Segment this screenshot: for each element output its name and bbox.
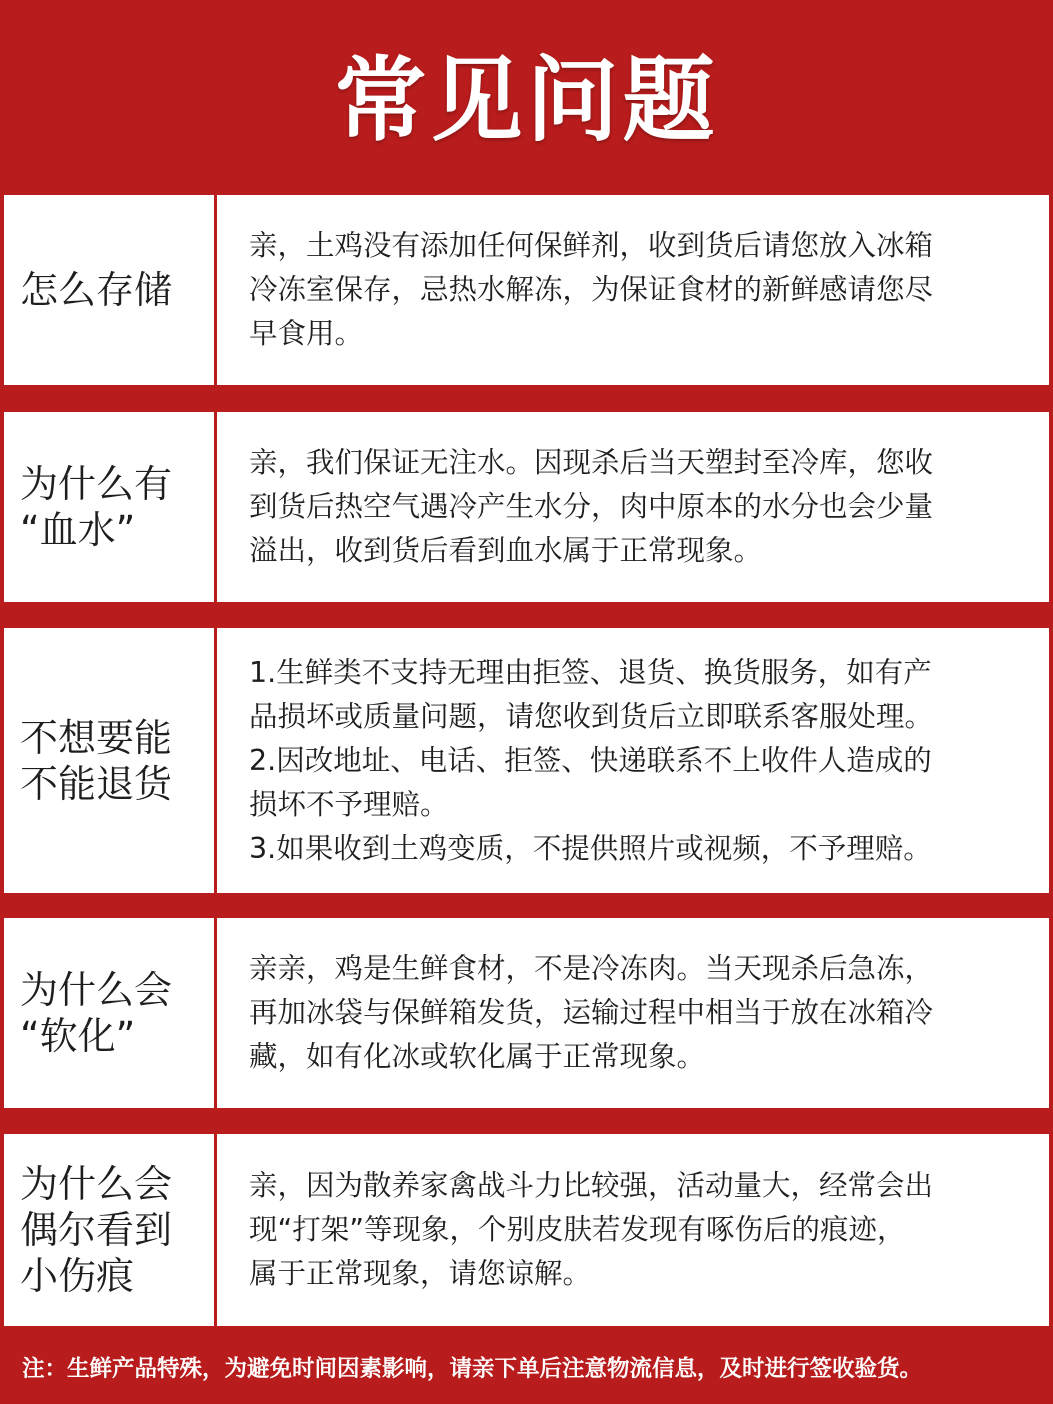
faq-row-small-scars	[4, 1134, 1049, 1326]
faq-row-storage	[4, 195, 1049, 385]
faq-answer-line: 早食用。	[249, 317, 364, 350]
faq-answer	[217, 918, 1049, 1108]
faq-answer-line: 1.生鲜类不支持无理由拒签、退货、换货服务，如有产	[249, 655, 932, 689]
faq-answer-line: 亲，土鸡没有添加任何保鲜剂，收到货后请您放入冰箱	[249, 229, 934, 262]
faq-answer-line: 亲亲，鸡是生鲜食材，不是冷冻肉。当天现杀后急冻，	[249, 952, 934, 985]
faq-question: 不想要能 不能退货	[4, 628, 214, 893]
faq-question: 为什么有 “血水”	[4, 412, 214, 602]
faq-answer	[217, 628, 1049, 893]
faq-answer-line: 品损坏或质量问题，请您收到货后立即联系客服处理。	[249, 699, 934, 733]
faq-answer-line: 溢出，收到货后看到血水属于正常现象。	[249, 534, 763, 567]
faq-answer-line: 到货后热空气遇冷产生水分，肉中原本的水分也会少量	[249, 490, 934, 523]
faq-question: 为什么会 偶尔看到 小伤痕	[4, 1134, 214, 1326]
page-title: 常见问题	[334, 47, 719, 154]
faq-row-returns	[4, 628, 1049, 893]
faq-row-softening	[4, 918, 1049, 1108]
faq-answer	[217, 195, 1049, 385]
faq-question: 为什么会 “软化”	[4, 918, 214, 1108]
faq-answer	[217, 412, 1049, 602]
faq-question: 怎么存储	[4, 195, 214, 385]
footer-note: 注：生鲜产品特殊，为避免时间因素影响，请亲下单后注意物流信息，及时进行签收验货。	[22, 1356, 923, 1382]
faq-answer-line: 再加冰袋与保鲜箱发货，运输过程中相当于放在冰箱冷	[249, 996, 934, 1029]
faq-answer-line: 亲，因为散养家禽战斗力比较强，活动量大，经常会出	[249, 1169, 934, 1202]
faq-answer-line: 亲，我们保证无注水。因现杀后当天塑封至冷库，您收	[249, 446, 934, 479]
faq-row-blood-water	[4, 412, 1049, 602]
faq-answer-line: 损坏不予理赔。	[249, 787, 449, 821]
faq-answer-line: 现“打架”等现象，个别皮肤若发现有啄伤后的痕迹，	[249, 1213, 906, 1246]
faq-answer-line: 2.因改地址、电话、拒签、快递联系不上收件人造成的	[249, 743, 932, 777]
faq-answer-line: 属于正常现象，请您谅解。	[249, 1257, 592, 1290]
faq-answer-line: 藏，如有化冰或软化属于正常现象。	[249, 1040, 706, 1073]
faq-answer-line: 冷冻室保存，忌热水解冻，为保证食材的新鲜感请您尽	[249, 273, 934, 306]
faq-answer-line: 3.如果收到土鸡变质，不提供照片或视频，不予理赔。	[249, 831, 932, 865]
faq-answer	[217, 1134, 1049, 1326]
